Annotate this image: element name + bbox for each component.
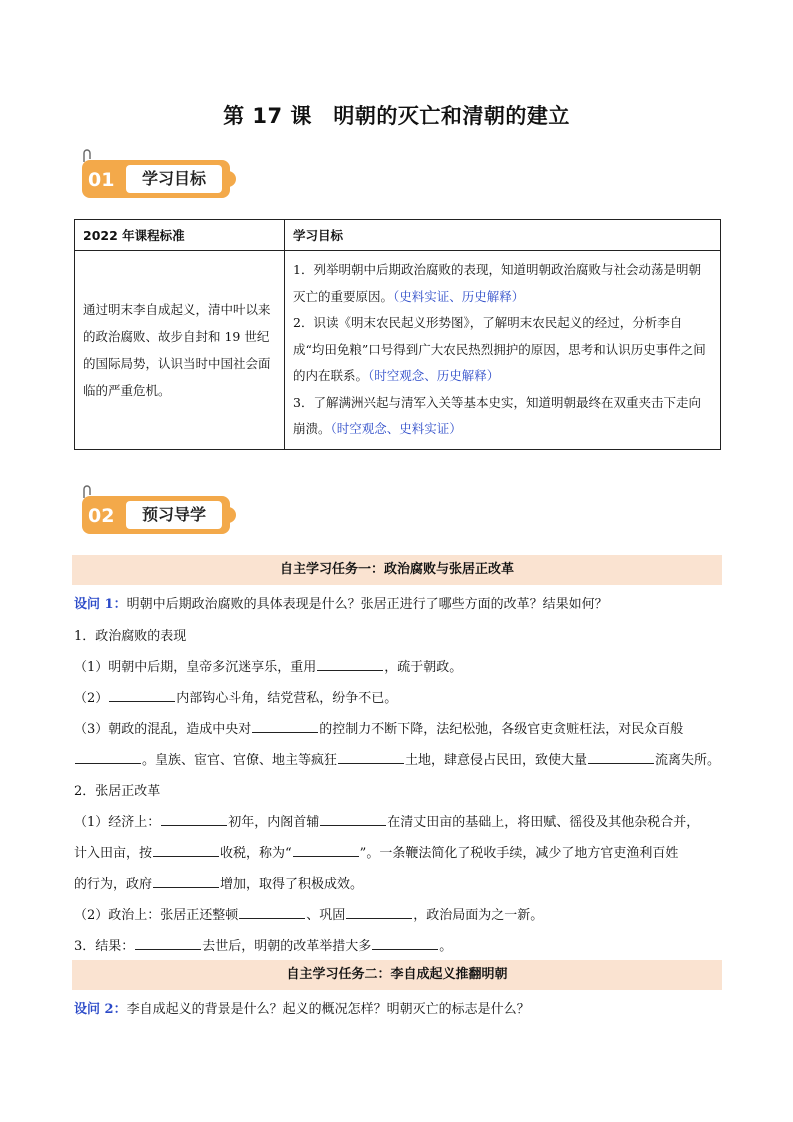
text-line: （2）政治上：张居正还整顿 、巩固 ，政治局面为之一新。 bbox=[74, 904, 724, 923]
fill-blank[interactable] bbox=[135, 935, 201, 950]
fill-blank[interactable] bbox=[372, 935, 438, 950]
question-label: 设问 1： bbox=[74, 597, 127, 612]
text-line: （1）经济上： 初年，内阁首辅 在清丈田亩的基础上，将田赋、徭役及其他杂税合并， bbox=[74, 811, 724, 830]
fill-blank[interactable] bbox=[293, 842, 359, 857]
goal-item: 1．列举明朝中后期政治腐败的表现，知道明朝政治腐败与社会动荡是明朝灭亡的重要原因。（史料实证、历史解释） bbox=[293, 262, 701, 304]
section-number: 01 bbox=[88, 169, 115, 191]
text-line: （1）明朝中后期，皇帝多沉迷享乐，重用 ，疏于朝政。 bbox=[74, 656, 724, 675]
fill-blank[interactable] bbox=[239, 904, 305, 919]
goal-item: 2．识读《明末农民起义形势图》，了解明末农民起义的经过，分析李自成“均田免粮”口号得到广大农民热烈拥护的原因，思考和认识历史事件之间的内在联系。（时空观念、历史解释） bbox=[293, 315, 706, 383]
header-standard: 2022 年课程标准 bbox=[75, 220, 285, 251]
question-text: 李自成起义的背景是什么？起义的概况怎样？明朝灭亡的标志是什么？ bbox=[126, 1002, 530, 1017]
section-label: 预习导学 bbox=[126, 501, 222, 529]
section-badge-preview bbox=[76, 484, 246, 540]
section-label: 学习目标 bbox=[126, 165, 222, 193]
section-number: 02 bbox=[88, 505, 115, 527]
fill-blank[interactable] bbox=[153, 873, 219, 888]
table-header-row bbox=[75, 220, 721, 251]
fill-blank[interactable] bbox=[153, 842, 219, 857]
badge-tail bbox=[222, 171, 236, 187]
fill-blank[interactable] bbox=[346, 904, 412, 919]
text-line: （2） 内部钩心斗角，结党营私，纷争不已。 bbox=[74, 687, 724, 706]
question-label: 设问 2： bbox=[74, 1002, 127, 1017]
fill-blank[interactable] bbox=[588, 749, 654, 764]
section-badge-objectives bbox=[76, 148, 246, 204]
subheading: 2．张居正改革 bbox=[74, 784, 161, 799]
goal-note: （史料实证、历史解释） bbox=[393, 288, 525, 304]
fill-blank[interactable] bbox=[317, 656, 383, 671]
question-text: 明朝中后期政治腐败的具体表现是什么？张居正进行了哪些方面的改革？结果如何？ bbox=[126, 597, 608, 612]
fill-blank[interactable] bbox=[320, 811, 386, 826]
task-header: 自主学习任务一：政治腐败与张居正改革 bbox=[72, 555, 722, 585]
goal-note: （时空观念、历史解释） bbox=[368, 368, 500, 383]
text-line: 的行为，政府 增加，取得了积极成效。 bbox=[74, 873, 724, 892]
standard-cell: 通过明末李自成起义，清中叶以来的政治腐败、故步自封和 19 世纪的国际局势，认识当时中国社会面临的严重危机。 bbox=[75, 251, 285, 450]
header-goals: 学习目标 bbox=[285, 220, 721, 251]
badge-tail bbox=[222, 507, 236, 523]
text-line: 3．结果： 去世后，明朝的改革举措大多 。 bbox=[74, 935, 724, 954]
fill-blank[interactable] bbox=[338, 749, 404, 764]
question-line bbox=[74, 998, 724, 1017]
fill-blank[interactable] bbox=[109, 687, 175, 702]
question-line bbox=[74, 593, 724, 612]
table-row bbox=[75, 251, 721, 450]
text-line: 。皇族、宦官、官僚、地主等疯狂 土地，肆意侵占民田，致使大量 流离失所。 bbox=[74, 749, 724, 768]
fill-blank[interactable] bbox=[161, 811, 227, 826]
objectives-table bbox=[74, 219, 721, 450]
goal-note: （时空观念、史料实证） bbox=[330, 421, 462, 436]
fill-blank[interactable] bbox=[252, 718, 318, 733]
task-header: 自主学习任务二：李自成起义推翻明朝 bbox=[72, 960, 722, 990]
goals-cell bbox=[285, 251, 721, 450]
subheading: 1．政治腐败的表现 bbox=[74, 629, 187, 644]
fill-blank[interactable] bbox=[75, 749, 141, 764]
text-line: （3）朝政的混乱，造成中央对 的控制力不断下降，法纪松弛，各级官吏贪赃枉法，对民众百般 bbox=[74, 718, 724, 737]
page-title: 第 17 课 明朝的灭亡和清朝的建立 bbox=[223, 104, 570, 128]
text-line: 计入田亩，按 收税，称为“ ”。一条鞭法简化了税收手续，减少了地方官吏渔利百姓 bbox=[74, 842, 724, 861]
goal-item: 3．了解满洲兴起与清军入关等基本史实，知道明朝最终在双重夹击下走向崩溃。（时空观念、史料实证） bbox=[293, 394, 701, 436]
